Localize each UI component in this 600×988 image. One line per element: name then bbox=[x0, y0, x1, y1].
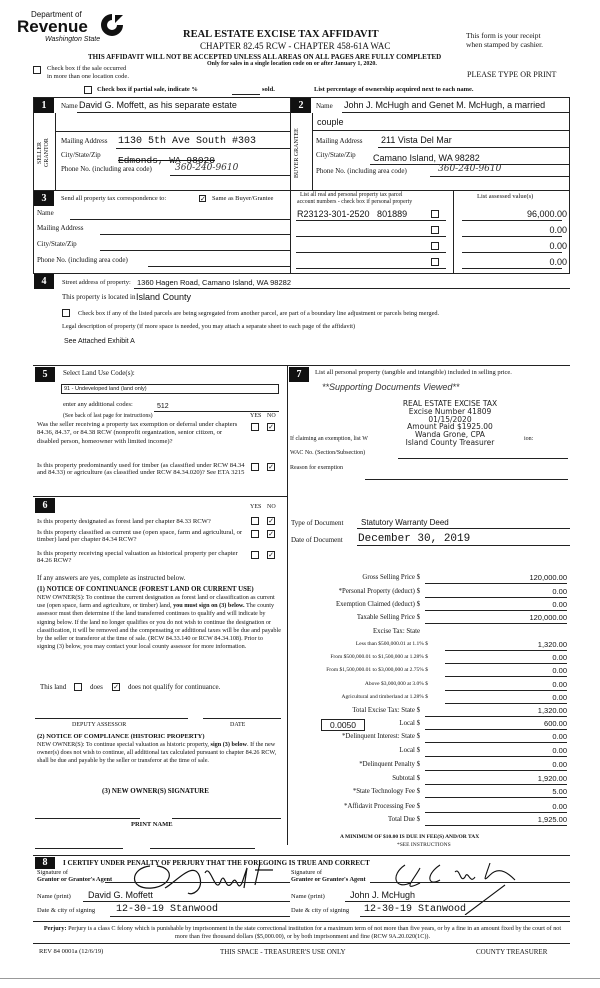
tax-row-label: *Delinquent Interest: State $ bbox=[342, 733, 420, 740]
tax-row-label: Subtotal $ bbox=[392, 775, 420, 782]
additional-codes-input[interactable]: 512 bbox=[157, 403, 169, 410]
assessed-value[interactable]: 0.00 bbox=[549, 257, 567, 267]
multi-loc-label: Check box if the sale occurred bbox=[47, 65, 127, 72]
grantee-sig-label-2: Grantee or Grantee's Agent bbox=[291, 876, 366, 883]
partial-sale-label: Check box if partial sale, indicate % bbox=[97, 86, 198, 93]
parcel-line bbox=[296, 220, 446, 221]
tax-row-label: *Affidavit Processing Fee $ bbox=[344, 803, 420, 810]
tax-row-label: *Delinquent Penalty $ bbox=[359, 761, 420, 768]
tax-row-line bbox=[425, 610, 567, 611]
multi-loc-label-2: in more than one location code. bbox=[47, 73, 129, 80]
assessed-value-line bbox=[462, 268, 562, 269]
if-yes-note: If any answers are yes, complete as instructed below. bbox=[37, 574, 186, 582]
tax-row-line bbox=[425, 756, 567, 757]
tax-row-label: From $1,500,000.01 to $3,000,000 at 2.75% $ bbox=[326, 667, 428, 673]
tax-row-label: Total Excise Tax: State $ bbox=[352, 707, 420, 714]
parties-section bbox=[33, 97, 570, 274]
tax-row-label: Exemption Claimed (deduct) $ bbox=[336, 601, 420, 608]
stamp-line: 01/15/2020 bbox=[428, 414, 472, 424]
minimum-due-note: A MINIMUM OF $10.00 IS DUE IN FEE(S) AND/OR TAX bbox=[340, 834, 480, 840]
section-6-number: 6 bbox=[35, 498, 55, 513]
seller-city-state-zip[interactable]: Edmonds, WA 98020 bbox=[118, 155, 215, 166]
form-revision: REV 84 0001a (12/6/19) bbox=[39, 948, 104, 955]
print-name-line-2[interactable] bbox=[150, 848, 255, 849]
tax-row-line bbox=[425, 797, 567, 798]
notice-continuance-text: NEW OWNER(S): To continue the current designation as forest land or classification as current use (open space, farm and agriculture, or timber) land, you must sign on (3) below. The county assessor must then determine if the land transferred continues to qualify and will indicate by signing below. If the land no longer qualifies or you do not wish to continue the designation or classification, it will be removed and the compensating or additional taxes will be due and payable by the seller or transferor at the time of sale. (RCW 84.33.140 or RCW 84.34.108). Prior to signing (3) below, you may contact your local county assessor for more information. bbox=[37, 594, 281, 651]
doc-date[interactable]: December 30, 2019 bbox=[358, 533, 471, 545]
located-in-label: This property is located in bbox=[62, 293, 136, 301]
buyer-mail-label: Mailing Address bbox=[316, 137, 363, 145]
tax-row-value[interactable]: 0.00 bbox=[552, 760, 567, 769]
grantor-name-label: Name (print) bbox=[37, 893, 71, 900]
tax-row-label: Above $3,000,000 at 3.0% $ bbox=[364, 681, 428, 687]
parcel-header-2: account numbers - check box if personal property bbox=[297, 199, 413, 205]
tax-row-line bbox=[445, 650, 567, 651]
tax-row-line bbox=[425, 597, 567, 598]
section-7-number: 7 bbox=[289, 367, 309, 382]
assessor-date-label: DATE bbox=[230, 722, 246, 728]
tax-row-value[interactable]: 0.00 bbox=[552, 666, 567, 675]
corr-phone-label: Phone No. (including area code) bbox=[37, 256, 128, 264]
tax-row-label: Less than $500,000.01 at 1.1% $ bbox=[355, 641, 428, 647]
only-for-text: Only for sales in a single location code on or after January 1, 2020. bbox=[207, 61, 377, 67]
buyer-mailing-address[interactable]: 211 Vista Del Mar bbox=[381, 135, 452, 145]
tax-row-line bbox=[425, 716, 567, 717]
segregated-label: Check box if any of the listed parcels are being segregated from another parcel, are part of a boundary line adjustment or parcels being merged. bbox=[78, 310, 440, 317]
section-5-number: 5 bbox=[35, 367, 55, 382]
see-instructions-note: *SEE INSTRUCTIONS bbox=[397, 842, 451, 848]
current-use-question: Is this property classified as current use (open space, farm and agricultural, or timber) land per chapter 84.34 RCW? bbox=[37, 529, 243, 543]
new-owner-signature-line[interactable] bbox=[35, 818, 140, 819]
partial-percent-field[interactable] bbox=[232, 94, 260, 95]
stamp-line: Island County Treasurer bbox=[405, 437, 495, 447]
tax-row-line bbox=[445, 663, 567, 664]
tax-row-label: Local $ bbox=[399, 720, 420, 727]
corr-city-label: City/State/Zip bbox=[37, 240, 77, 248]
send-correspondence-label: Send all property tax correspondence to: bbox=[61, 195, 167, 202]
section-8-number: 8 bbox=[35, 857, 55, 869]
ownership-note: List percentage of ownership acquired next to each name. bbox=[314, 86, 474, 93]
tax-row-value[interactable]: 0.00 bbox=[552, 693, 567, 702]
tax-row-line bbox=[445, 676, 567, 677]
seller-mailing-address[interactable]: 1130 5th Ave South #303 bbox=[118, 136, 257, 147]
tax-row-value[interactable]: 0.00 bbox=[552, 680, 567, 689]
receipt-note-2: when stamped by cashier. bbox=[466, 40, 544, 49]
yes-header: YES bbox=[250, 413, 262, 419]
same-as-buyer-label: Same as Buyer/Grantee bbox=[212, 195, 274, 202]
print-name-line[interactable] bbox=[35, 848, 123, 849]
treasurer-use-label: THIS SPACE - TREASURER'S USE ONLY bbox=[220, 948, 346, 956]
stamp-line: Wanda Grone, CPA bbox=[415, 430, 485, 440]
q-timber-yes[interactable] bbox=[251, 463, 259, 471]
section-3-number: 3 bbox=[34, 191, 54, 206]
stamp-line: Amount Paid $1925.00 bbox=[407, 422, 493, 432]
logo-revenue: Revenue bbox=[17, 17, 88, 36]
buyer-name-label: Name bbox=[316, 102, 333, 110]
seller-phone[interactable]: 360-240-9610 bbox=[175, 163, 239, 173]
deputy-assessor-label: DEPUTY ASSESSOR bbox=[72, 722, 127, 728]
legal-description[interactable]: See Attached Exhibit A bbox=[64, 338, 135, 345]
receipt-note: This form is your receipt bbox=[466, 31, 541, 40]
corr-city-field[interactable] bbox=[100, 250, 290, 251]
logo-state: Washington State bbox=[45, 36, 101, 43]
does-not-label: does not qualify for continuance. bbox=[128, 683, 221, 691]
assessor-date-line[interactable] bbox=[203, 718, 281, 719]
tax-row-line bbox=[425, 742, 567, 743]
forest-land-question: Is this property designated as forest land per chapter 84.33 RCW? bbox=[37, 518, 211, 525]
assessed-value[interactable]: 96,000.00 bbox=[526, 209, 567, 219]
q-exemption-yes[interactable] bbox=[251, 423, 259, 431]
q-current-use-yes[interactable] bbox=[251, 530, 259, 538]
q-forest-no[interactable]: ✓ bbox=[268, 517, 274, 525]
this-land-label: This land bbox=[40, 683, 67, 691]
new-owner-signature-title: (3) NEW OWNER(S) SIGNATURE bbox=[102, 787, 209, 795]
county-treasurer-label: COUNTY TREASURER bbox=[476, 948, 548, 956]
property-county[interactable]: Island County bbox=[136, 292, 192, 302]
wac-no-field[interactable] bbox=[398, 458, 568, 459]
grantee-print-name[interactable]: John J. McHugh bbox=[350, 890, 416, 900]
corr-name-label: Name bbox=[37, 209, 54, 217]
tax-row-value[interactable]: 0.00 bbox=[552, 732, 567, 741]
seller-mail-label: Mailing Address bbox=[61, 137, 108, 145]
logo-dept: Department of bbox=[31, 10, 82, 19]
section-4-number: 4 bbox=[34, 274, 54, 289]
deputy-assessor-line[interactable] bbox=[35, 718, 188, 719]
section-1-number: 1 bbox=[34, 98, 54, 113]
q-exemption-no[interactable]: ✓ bbox=[268, 423, 274, 431]
section-2-number: 2 bbox=[291, 98, 311, 113]
notice-compliance-title: (2) NOTICE OF COMPLIANCE (HISTORIC PROPERTY) bbox=[37, 733, 205, 740]
form-subtitle: CHAPTER 82.45 RCW - CHAPTER 458-61A WAC bbox=[200, 41, 391, 51]
page-edge bbox=[0, 978, 600, 979]
assessed-value-header: List assessed value(s) bbox=[477, 193, 534, 200]
tax-row-value[interactable]: 120,000.00 bbox=[529, 573, 567, 582]
perjury-notice: Perjury: Perjury is a class C felony which is punishable by imprisonment in the state correctional institution for a maximum term of not more than five years, or by a fine in an amount fixed by the court of not more than five thousand dollars ($5,000.00), or by both imprisonment and fine (RCW 9A.20.020(1C)). bbox=[43, 925, 562, 940]
personal-property-checkbox[interactable] bbox=[431, 226, 439, 234]
tax-row-value[interactable]: 600.00 bbox=[544, 719, 567, 728]
seller-city-label: City/State/Zip bbox=[61, 151, 101, 159]
tax-row-value[interactable]: 0.00 bbox=[552, 587, 567, 596]
same-as-buyer-checkbox[interactable]: ✓ bbox=[200, 195, 206, 203]
land-use-label: Select Land Use Code(s): bbox=[63, 369, 135, 377]
assessed-value-line bbox=[462, 252, 562, 253]
doc-type[interactable]: Statutory Warranty Deed bbox=[361, 518, 449, 527]
buyer-phone-label: Phone No. (including area code) bbox=[316, 167, 407, 175]
personal-property-checkbox[interactable] bbox=[431, 258, 439, 266]
tax-row-value[interactable]: 0.00 bbox=[552, 746, 567, 755]
stamp-line: REAL ESTATE EXCISE TAX bbox=[402, 399, 498, 408]
seller-name[interactable]: David G. Moffett, as his separate estate bbox=[79, 100, 237, 110]
tax-row-value[interactable]: 5.00 bbox=[552, 787, 567, 796]
corr-mail-label: Mailing Address bbox=[37, 224, 84, 232]
excise-stamp bbox=[380, 400, 520, 447]
segregated-checkbox[interactable] bbox=[62, 309, 70, 317]
parcel-account-number[interactable]: R23123-301-2520 801889 bbox=[297, 209, 408, 219]
grantor-date-city[interactable]: 12-30-19 Stanwood bbox=[116, 904, 219, 915]
tax-row-line bbox=[425, 623, 567, 624]
assessed-value-line bbox=[462, 236, 562, 237]
tax-row-value[interactable]: 0.00 bbox=[552, 600, 567, 609]
assessed-value-line bbox=[462, 220, 562, 221]
tax-row-label: Agricultural and timberland at 1.28% $ bbox=[341, 694, 428, 700]
exemption-question: Was the seller receiving a property tax exemption or deferral under chapters 84.36, 84.37, or 84.38 RCW (nonprofit organization, senior citizen, or disabled person, homeowner with limited income)? bbox=[37, 421, 238, 445]
seller-name-label: Name bbox=[61, 102, 78, 110]
warning-text: THIS AFFIDAVIT WILL NOT BE ACCEPTED UNLESS ALL AREAS ON ALL PAGES ARE FULLY COMPLETED bbox=[88, 53, 442, 61]
tax-row-line bbox=[425, 825, 567, 826]
personal-property-checkbox[interactable] bbox=[431, 242, 439, 250]
q-timber-no[interactable]: ✓ bbox=[268, 463, 274, 471]
partial-sold-label: sold. bbox=[262, 86, 275, 93]
tax-row-value[interactable]: 1,320.00 bbox=[537, 640, 567, 649]
grantor-print-name[interactable]: David G. Moffett bbox=[88, 890, 153, 900]
reason-exemption-field[interactable] bbox=[365, 479, 568, 480]
tax-row-value[interactable]: 1,320.00 bbox=[537, 706, 567, 715]
buyer-name-line2[interactable]: couple bbox=[317, 117, 344, 127]
grantee-date-city[interactable]: 12-30-19 Stanwood bbox=[364, 904, 467, 915]
land-does-not-checkbox[interactable]: ✓ bbox=[113, 683, 119, 691]
notice-compliance-text: NEW OWNER(S): To continue special valuation as historic property, sign (3) below. If the new owner(s) does not wish to continue, all additional tax calculated pursuant to chapter 84.26 RCW, shall be due and payable by the seller or transferor at the time of sale. bbox=[37, 741, 277, 765]
legal-description-label: Legal description of property (if more space is needed, you may attach a separate sheet to each page of the affidavit) bbox=[62, 323, 356, 330]
personal-property-checkbox[interactable] bbox=[431, 210, 439, 218]
wac-no-label: WAC No. (Section/Subsection) bbox=[290, 450, 366, 456]
no-header-6: NO bbox=[267, 504, 276, 510]
buyer-phone[interactable]: 360-240-9610 bbox=[438, 164, 502, 174]
tax-row-label: From $500,000.01 to $1,500,000 at 1.28% $ bbox=[330, 654, 428, 660]
corr-name-field[interactable] bbox=[70, 219, 290, 220]
grantee-date-label: Date & city of signing bbox=[291, 907, 350, 914]
tax-row-value[interactable]: 120,000.00 bbox=[529, 613, 567, 622]
tax-row-value[interactable]: 1,920.00 bbox=[537, 774, 567, 783]
print-name-label: PRINT NAME bbox=[131, 821, 173, 828]
assessed-value[interactable]: 0.00 bbox=[549, 241, 567, 251]
tax-row-label: Gross Selling Price $ bbox=[362, 574, 420, 581]
tax-row-line bbox=[425, 812, 567, 813]
local-rate-box[interactable]: 0.0050 bbox=[321, 719, 365, 731]
q-historical-yes[interactable] bbox=[251, 551, 259, 559]
tax-row-line bbox=[425, 583, 567, 584]
buyer-side-label: BUYER GRANTEE bbox=[294, 128, 300, 178]
form-title: REAL ESTATE EXCISE TAX AFFIDAVIT bbox=[183, 29, 379, 40]
tax-row-value[interactable]: 0.00 bbox=[552, 653, 567, 662]
certify-statement: I CERTIFY UNDER PENALTY OF PERJURY THAT THE FOREGOING IS TRUE AND CORRECT bbox=[63, 859, 370, 867]
doc-type-label: Type of Document bbox=[291, 519, 344, 527]
tax-row-label: *Personal Property (deduct) $ bbox=[338, 588, 420, 595]
yes-header-6: YES bbox=[250, 504, 262, 510]
does-label: does bbox=[90, 683, 103, 691]
parcel-line bbox=[296, 268, 446, 269]
buyer-city-state-zip[interactable]: Camano Island, WA 98282 bbox=[373, 153, 480, 163]
grantor-date-label: Date & city of signing bbox=[37, 907, 96, 914]
buyer-city-label: City/State/Zip bbox=[316, 151, 356, 159]
land-use-select[interactable]: 91 - Undeveloped land (land only) bbox=[61, 384, 279, 394]
supporting-docs-stamp: **Supporting Documents Viewed** bbox=[322, 382, 460, 392]
corr-mail-field[interactable] bbox=[100, 234, 290, 235]
q-current-use-no[interactable]: ✓ bbox=[268, 530, 274, 538]
partial-sale-checkbox[interactable] bbox=[84, 86, 92, 94]
tax-row-value[interactable]: 0.00 bbox=[552, 802, 567, 811]
reason-exemption-label: Reason for exemption bbox=[290, 465, 343, 471]
buyer-name[interactable]: John J. McHugh and Genet M. McHugh, a married bbox=[344, 100, 546, 110]
property-street-address[interactable]: 1360 Hagen Road, Camano Island, WA 98282 bbox=[137, 278, 291, 287]
multi-location-checkbox[interactable] bbox=[33, 66, 41, 74]
seller-phone-label: Phone No. (including area code) bbox=[61, 165, 152, 173]
historical-question: Is this property receiving special valuation as historical property per chapter 84.26 RCW? bbox=[37, 550, 238, 564]
stamp-line: Excise Number 41809 bbox=[408, 406, 492, 416]
q-historical-no[interactable]: ✓ bbox=[268, 551, 274, 559]
tax-row-line bbox=[445, 703, 567, 704]
timber-question: Is this property predominantly used for timber (as classified under RCW 84.34 and 84.33) or agriculture (as classified under RCW 84.34.020)? See ETA 3215 bbox=[37, 462, 245, 476]
parcel-line bbox=[296, 252, 446, 253]
tax-row-label: *State Technology Fee $ bbox=[352, 788, 420, 795]
seller-side-label: SELLER GRANTOR bbox=[37, 138, 50, 168]
tax-row-label: Local $ bbox=[399, 747, 420, 754]
corr-phone-field[interactable] bbox=[148, 266, 290, 267]
see-back-note: (See back of last page for instructions) bbox=[63, 413, 153, 419]
grantor-sig-label-2: Grantor or Grantor's Agent bbox=[37, 876, 113, 883]
grantee-name-label: Name (print) bbox=[291, 893, 325, 900]
type-or-print: PLEASE TYPE OR PRINT bbox=[467, 70, 557, 79]
street-address-label: Street address of property: bbox=[62, 279, 131, 286]
tax-row-label: Total Due $ bbox=[388, 816, 420, 823]
tax-row-label: Taxable Selling Price $ bbox=[356, 614, 420, 621]
tax-row-line bbox=[425, 770, 567, 771]
tax-row-value[interactable]: 1,925.00 bbox=[537, 815, 567, 824]
doc-date-label: Date of Document bbox=[291, 536, 343, 544]
tax-row-label: Excise Tax: State bbox=[373, 628, 420, 635]
q-forest-yes[interactable] bbox=[251, 517, 259, 525]
parcel-line bbox=[296, 236, 446, 237]
land-does-checkbox[interactable] bbox=[74, 683, 82, 691]
tax-row-line bbox=[425, 784, 567, 785]
tax-row-line bbox=[425, 729, 567, 730]
notice-continuance-title: (1) NOTICE OF CONTINUANCE (FOREST LAND OR CURRENT USE) bbox=[37, 586, 254, 593]
revenue-logo-icon bbox=[98, 12, 126, 36]
exemption-wac-label: If claiming an exemption, list W bbox=[290, 436, 368, 442]
personal-property-label: List all personal property (tangible and intangible) included in selling price. bbox=[315, 369, 512, 376]
parcel-header: List all real and personal property tax parcel bbox=[300, 192, 403, 198]
grantor-sig-label: Signature of bbox=[37, 869, 68, 876]
no-header: NO bbox=[267, 413, 276, 419]
assessed-value[interactable]: 0.00 bbox=[549, 225, 567, 235]
additional-codes-label: enter any additional codes: bbox=[63, 401, 133, 408]
tax-row-line bbox=[445, 690, 567, 691]
grantee-sig-label: Signature of bbox=[291, 869, 322, 876]
exemption-wac-tail: ion: bbox=[524, 436, 534, 442]
